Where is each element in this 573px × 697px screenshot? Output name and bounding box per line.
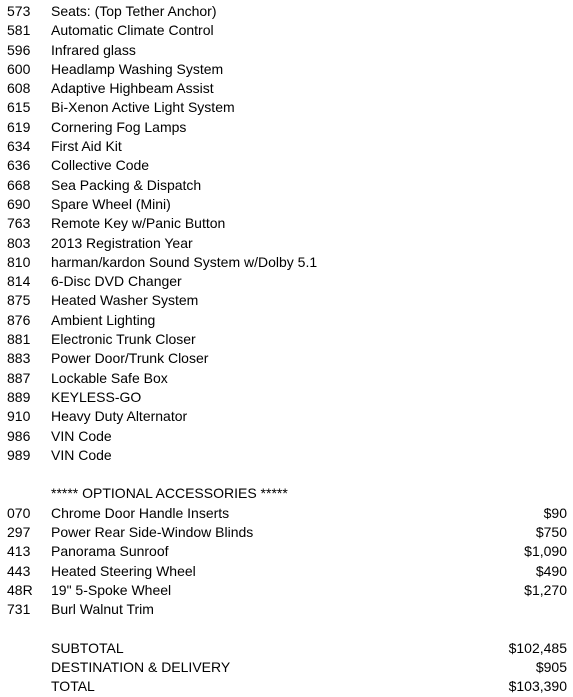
total-row: [0, 658, 573, 677]
option-row: [0, 195, 573, 214]
accessory-description: Burl Walnut Trim: [51, 601, 154, 618]
option-description: VIN Code: [51, 446, 112, 463]
option-row: [0, 407, 573, 426]
option-description: Heavy Duty Alternator: [51, 408, 188, 425]
accessory-description: Chrome Door Handle Inserts: [51, 504, 230, 521]
option-code: 889: [7, 388, 31, 405]
option-code: 636: [7, 157, 31, 174]
option-code: 573: [7, 3, 31, 19]
option-row: [0, 291, 573, 310]
total-label: SUBTOTAL: [51, 639, 124, 656]
window-sticker-sheet: [0, 2, 573, 697]
option-code: 803: [7, 234, 31, 251]
option-code: 608: [7, 80, 31, 97]
accessory-code: 297: [7, 524, 31, 541]
option-code: 668: [7, 176, 31, 193]
option-description: 6-Disc DVD Changer: [51, 273, 182, 290]
option-code: 763: [7, 215, 31, 232]
accessory-price: $490: [535, 562, 567, 579]
option-row: [0, 311, 573, 330]
option-code: 600: [7, 60, 31, 77]
accessory-description: Power Rear Side-Window Blinds: [51, 524, 254, 541]
option-description: Infrared glass: [51, 41, 136, 58]
total-label: DESTINATION & DELIVERY: [51, 659, 231, 676]
accessory-description: Heated Steering Wheel: [51, 562, 196, 579]
accessory-code: 070: [7, 504, 31, 521]
option-code: 881: [7, 331, 31, 348]
option-description: harman/kardon Sound System w/Dolby 5.1: [51, 253, 318, 270]
option-description: Power Door/Trunk Closer: [51, 350, 209, 367]
option-description: VIN Code: [51, 427, 112, 444]
option-description: Spare Wheel (Mini): [51, 195, 171, 212]
accessory-price: $1,270: [524, 581, 567, 598]
option-row: [0, 253, 573, 272]
accessories-header: ***** OPTIONAL ACCESSORIES *****: [51, 485, 288, 502]
option-description: Seats: (Top Tether Anchor): [51, 3, 217, 19]
option-code: 615: [7, 99, 31, 116]
option-row: [0, 234, 573, 253]
totals-list: [0, 639, 573, 697]
option-row: [0, 427, 573, 446]
option-code: 581: [7, 22, 31, 39]
accessory-price: $1,090: [524, 543, 567, 560]
total-label: TOTAL: [51, 678, 95, 695]
total-amount: $102,485: [508, 639, 567, 656]
option-description: Collective Code: [51, 157, 150, 174]
option-description: Adaptive Highbeam Assist: [51, 80, 214, 97]
accessory-row: [0, 581, 573, 600]
option-description: Automatic Climate Control: [51, 22, 214, 39]
accessory-description: 19" 5-Spoke Wheel: [51, 581, 172, 598]
option-row: [0, 446, 573, 465]
option-code: 989: [7, 446, 31, 463]
option-row: [0, 41, 573, 60]
total-amount: $905: [535, 659, 567, 676]
option-row: [0, 214, 573, 233]
option-code: 690: [7, 195, 31, 212]
accessory-row: [0, 504, 573, 523]
accessory-price: $90: [543, 504, 567, 521]
accessory-row: [0, 523, 573, 542]
option-description: Electronic Trunk Closer: [51, 331, 196, 348]
option-description: Ambient Lighting: [51, 311, 156, 328]
option-description: Sea Packing & Dispatch: [51, 176, 202, 193]
option-description: Bi-Xenon Active Light System: [51, 99, 235, 116]
option-code: 910: [7, 408, 31, 425]
option-code: 887: [7, 369, 31, 386]
option-description: KEYLESS-GO: [51, 388, 142, 405]
option-code: 883: [7, 350, 31, 367]
option-code: 634: [7, 138, 31, 155]
accessories-header-row: [0, 484, 573, 503]
accessory-row: [0, 600, 573, 619]
accessory-code: 48R: [7, 581, 33, 598]
option-row: [0, 137, 573, 156]
option-code: 986: [7, 427, 31, 444]
option-code: 876: [7, 311, 31, 328]
accessory-code: 731: [7, 601, 31, 618]
option-code: 810: [7, 253, 31, 270]
option-row: [0, 156, 573, 175]
option-row: [0, 349, 573, 368]
option-description: 2013 Registration Year: [51, 234, 193, 251]
accessory-row: [0, 542, 573, 561]
option-code: 814: [7, 273, 31, 290]
accessory-row: [0, 562, 573, 581]
section-gap: [0, 620, 573, 639]
option-description: Cornering Fog Lamps: [51, 118, 187, 135]
option-description: Heated Washer System: [51, 292, 199, 309]
option-row: [0, 369, 573, 388]
section-gap: [0, 465, 573, 484]
option-code: 596: [7, 41, 31, 58]
accessory-price: $750: [535, 524, 567, 541]
accessory-code: 443: [7, 562, 31, 579]
accessories-list: [0, 504, 573, 620]
option-code: 875: [7, 292, 31, 309]
option-row: [0, 118, 573, 137]
option-row: [0, 21, 573, 40]
option-description: Remote Key w/Panic Button: [51, 215, 226, 232]
option-row: [0, 98, 573, 117]
option-description: First Aid Kit: [51, 138, 122, 155]
accessory-description: Panorama Sunroof: [51, 543, 169, 560]
option-row: [0, 330, 573, 349]
option-description: Lockable Safe Box: [51, 369, 168, 386]
options-list: [0, 2, 573, 465]
option-code: 619: [7, 118, 31, 135]
option-row: [0, 60, 573, 79]
accessory-code: 413: [7, 543, 31, 560]
option-row: [0, 2, 573, 21]
option-row: [0, 272, 573, 291]
option-description: Headlamp Washing System: [51, 60, 224, 77]
total-row: [0, 639, 573, 658]
total-amount: $103,390: [508, 678, 567, 695]
option-row: [0, 176, 573, 195]
option-row: [0, 79, 573, 98]
option-row: [0, 388, 573, 407]
